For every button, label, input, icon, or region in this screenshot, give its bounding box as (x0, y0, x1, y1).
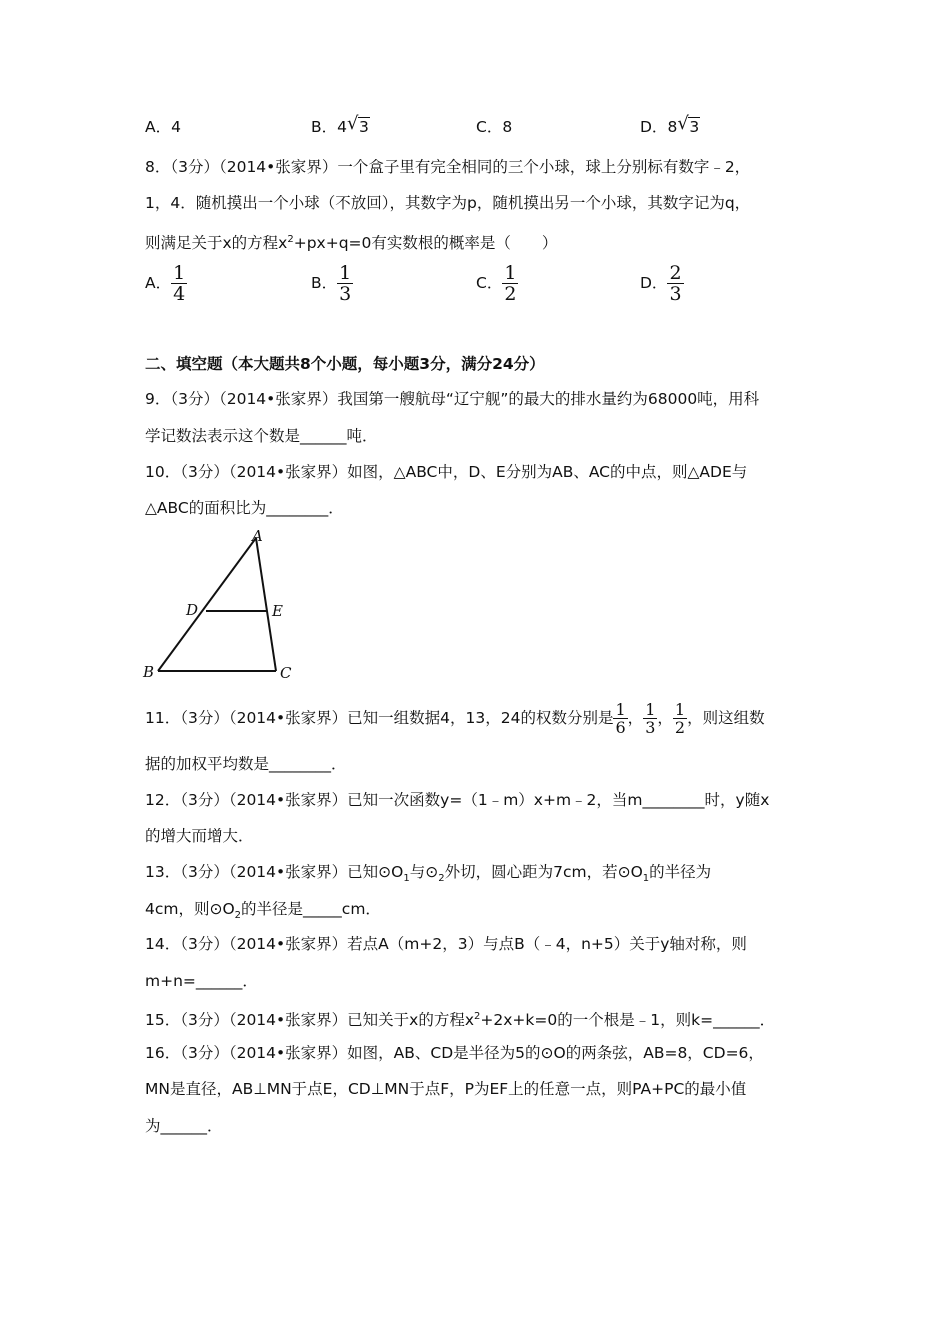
text: ，则这组数 (687, 709, 765, 727)
q8-option-d (640, 263, 684, 304)
vertex-label-e: E (272, 602, 283, 620)
q8-option-c (476, 263, 518, 304)
vertex-label-d: D (186, 601, 199, 619)
q16-line1: 16．（3分）（2014•张家界）如图，AB、CD是半径为5的⊙O的两条弦，AB=8，CD=6， (145, 1044, 764, 1062)
fraction (502, 263, 518, 304)
triangle-figure (140, 525, 300, 685)
sqrt-symbol: √ 3 (677, 113, 700, 136)
q7-option-a (145, 115, 181, 139)
option-label: C． (476, 274, 503, 292)
option-label: B． (311, 274, 338, 292)
denominator: 2 (504, 283, 517, 305)
fraction (171, 263, 187, 304)
q13-line1 (145, 860, 711, 891)
fraction (643, 701, 657, 736)
denominator: 3 (669, 283, 682, 305)
q12-line2: 的增大而增大． (145, 827, 254, 845)
fraction (667, 263, 683, 304)
vertex-label-a: A (252, 527, 263, 545)
numerator: 1 (615, 700, 626, 719)
q8-option-b (311, 263, 353, 304)
option-label: C． (476, 118, 503, 136)
q16-line2: MN是直径，AB⊥MN于点E，CD⊥MN于点F，P为EF上的任意一点，则PA+PC的最小值 (145, 1080, 747, 1098)
subscript: 2 (234, 910, 242, 922)
q11-line1 (145, 700, 765, 736)
denominator: 3 (645, 718, 656, 737)
q11-line2: 据的加权平均数是________． (145, 755, 347, 773)
section-heading: 二、填空题（本大题共8个小题，每小题3分，满分24分） (145, 355, 545, 373)
option-label: A． (145, 274, 172, 292)
superscript: 2 (474, 1011, 481, 1022)
numerator: 2 (669, 262, 682, 284)
denominator: 4 (173, 283, 186, 305)
q15-line1 (145, 1005, 775, 1032)
q13-line2 (145, 897, 381, 928)
fraction (337, 263, 353, 304)
denominator: 6 (615, 718, 626, 737)
q8-line3 (145, 228, 557, 255)
vertex-label-c: C (280, 664, 292, 682)
subscript: 1 (642, 873, 650, 885)
q14-line1: 14．（3分）（2014•张家界）若点A（m+2，3）与点B（﹣4，n+5）关于y轴对称，则 (145, 935, 747, 953)
numerator: 1 (674, 700, 686, 719)
q7-option-d (640, 115, 700, 139)
numerator: 1 (173, 262, 186, 284)
option-value: 8 (502, 118, 513, 136)
q7-option-c (476, 115, 512, 139)
text: 与⊙ (409, 863, 439, 881)
numerator: 1 (645, 700, 656, 719)
q14-line2: m+n=______． (145, 972, 258, 990)
vertex-label-b: B (143, 663, 155, 681)
text: +px+q=0有实数根的概率是（ ） (293, 234, 558, 253)
q9-line1: 9．（3分）（2014•张家界）我国第一艘航母“辽宁舰”的最大的排水量约为68000吨，用科 (145, 390, 760, 408)
option-coef: 8 (667, 118, 678, 136)
text: 的半径为 (649, 863, 712, 881)
q8-line2: 1，4．随机摸出一个小球（不放回），其数字为p，随机摸出另一个小球，其数字记为q， (145, 194, 751, 212)
fraction (673, 701, 687, 736)
text: 外切，圆心距为7cm，若⊙O (444, 863, 643, 881)
text: 15．（3分）（2014•张家界）已知关于x的方程x (145, 1011, 475, 1030)
text: 则满足关于x的方程x (145, 234, 288, 253)
q7-option-b (311, 115, 370, 139)
subscript: 1 (403, 873, 410, 885)
separator: ， (657, 709, 673, 727)
text: 的半径是_____cm． (241, 900, 381, 918)
numerator: 1 (504, 262, 517, 284)
q10-line1: 10．（3分）（2014•张家界）如图，△ABC中，D、E分别为AB、AC的中点，则△ADE与 (145, 463, 748, 481)
option-label: B． (311, 118, 338, 136)
option-coef: 4 (337, 118, 348, 136)
denominator: 2 (674, 718, 686, 737)
radicand: 3 (689, 118, 700, 136)
subscript: 2 (438, 873, 445, 885)
text: 13．（3分）（2014•张家界）已知⊙O (145, 863, 404, 881)
text: 4cm，则⊙O (145, 900, 235, 918)
option-label: A． (145, 118, 172, 136)
option-label: D． (640, 274, 668, 292)
superscript: 2 (287, 234, 294, 245)
q8-line1: 8．（3分）（2014•张家界）一个盒子里有完全相同的三个小球，球上分别标有数字﹣2， (145, 158, 751, 176)
denominator: 3 (339, 283, 352, 305)
option-value: 4 (171, 118, 181, 136)
q16-line3: 为______． (145, 1117, 223, 1135)
numerator: 1 (339, 262, 352, 284)
q12-line1: 12．（3分）（2014•张家界）已知一次函数y=（1﹣m）x+m﹣2，当m________时，y随x (145, 791, 770, 809)
q10-line2: △ABC的面积比为________． (145, 499, 344, 517)
option-label: D． (640, 118, 668, 136)
side-ab (158, 538, 256, 671)
fraction (613, 701, 627, 736)
q8-option-a (145, 263, 187, 304)
q9-line2: 学记数法表示这个数是______吨． (145, 427, 378, 445)
sqrt-symbol: √ 3 (347, 113, 369, 136)
text: +2x+k=0的一个根是﹣1，则k=______． (480, 1011, 776, 1030)
radicand: 3 (359, 118, 369, 136)
separator: ， (627, 709, 644, 727)
text: 11．（3分）（2014•张家界）已知一组数据4，13，24的权数分别是 (145, 709, 614, 727)
